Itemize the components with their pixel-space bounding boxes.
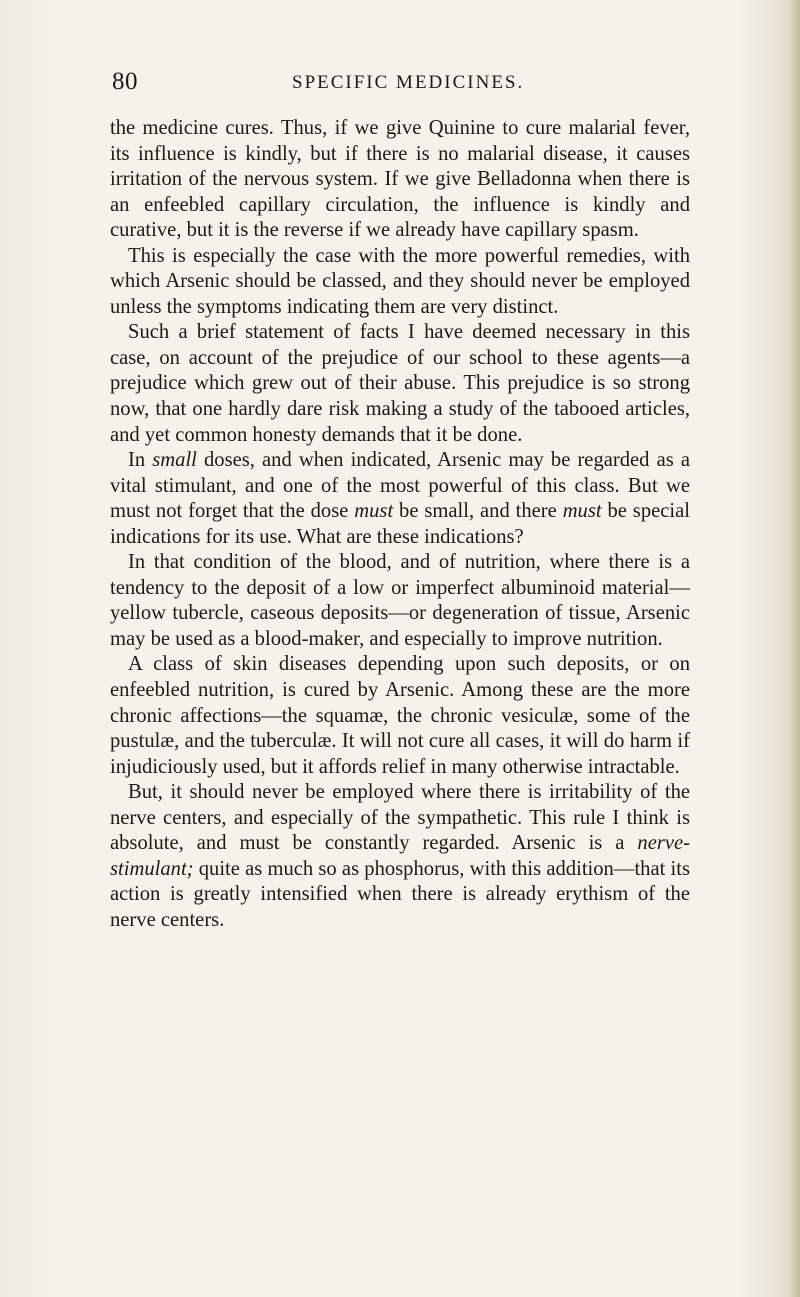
text-run: quite as much so as phosphorus, with this addition—that its action is greatly intensified when there is already erythism of the nerve centers. bbox=[110, 857, 690, 931]
text-run: be small, and there bbox=[393, 500, 563, 523]
paragraph bbox=[110, 244, 690, 321]
text-run: In bbox=[128, 449, 153, 472]
page-header bbox=[108, 68, 688, 98]
paragraph bbox=[110, 320, 690, 448]
running-title: SPECIFIC MEDICINES. bbox=[292, 72, 525, 93]
text-run: This is especially the case with the more powerful remedies, with which Arsenic should be classed, and they should never be employed unless the symptoms indicating them are very distinct. bbox=[110, 244, 690, 318]
page-edge-shadow bbox=[790, 0, 800, 1297]
text-run: doses, and when indicated, Arsenic may be regarded as a vital stimulant, and one of the most powerful of this class. But we must not forget that the dose bbox=[110, 449, 690, 523]
emphasis-text: small bbox=[152, 449, 197, 472]
text-run: the medicine cures. Thus, if we give Quinine to cure malarial fever, its influence is kindly, but if there is no malarial disease, it causes irritation of the nervous system. If we give Belladonna when there is an enfeebled capillary circulation, the influence is kindly and curative, but it is the reverse if we already have capillary spasm. bbox=[110, 117, 690, 242]
emphasis-text: must bbox=[354, 500, 394, 523]
text-run: be special indications for its use. What are these indications? bbox=[110, 500, 690, 548]
text-run: But, it should never be employed where there is irritability of the nerve centers, and especially of the sympathetic. This rule I think is absolute, and must be constantly regarded. Arsenic is a bbox=[110, 781, 690, 855]
emphasis-text: must bbox=[562, 500, 602, 523]
paragraph bbox=[110, 550, 690, 652]
text-run: In that condition of the blood, and of nutrition, where there is a tendency to the deposit of a low or imperfect albuminoid material—yellow tubercle, caseous deposits—or degeneration of tissue, Arsenic may be used as a blood-maker, and especially to improve nutrition. bbox=[110, 551, 690, 650]
paragraph bbox=[110, 652, 690, 780]
paragraph bbox=[110, 448, 690, 550]
page-number: 80 bbox=[112, 68, 138, 95]
body-text bbox=[110, 116, 690, 934]
paragraph bbox=[110, 116, 690, 244]
emphasis-text: nerve-stimulant; bbox=[110, 832, 690, 880]
text-run: A class of skin diseases depending upon such deposits, or on enfeebled nutrition, is cured by Arsenic. Among these are the more chronic affections—the squamæ, the chronic vesiculæ, some of the pustulæ, and the tuberculæ. It will not cure all cases, it will do harm if injudiciously used, but it affords relief in many otherwise intractable. bbox=[110, 653, 690, 778]
paragraph bbox=[110, 780, 690, 933]
text-run: Such a brief statement of facts I have deemed necessary in this case, on account of the prejudice of our school to these agents—a prejudice which grew out of their abuse. This prejudice is so strong now, that one hardly dare risk making a study of the tabooed articles, and yet common honesty demands that it be done. bbox=[110, 321, 690, 446]
